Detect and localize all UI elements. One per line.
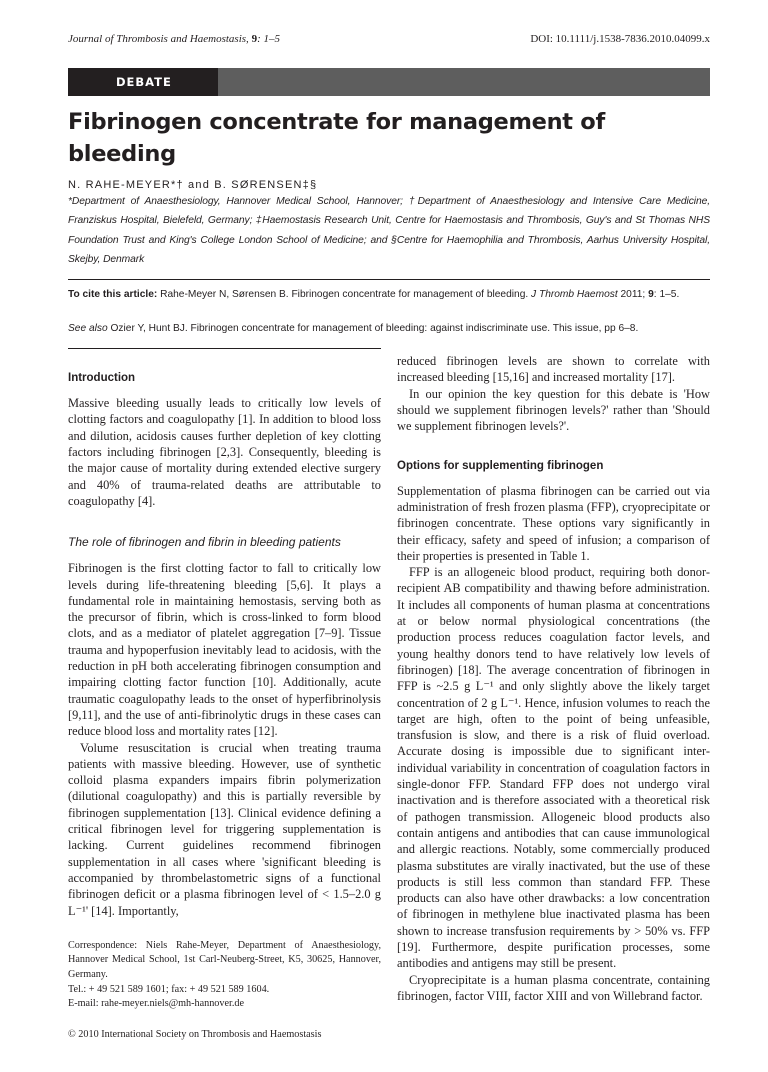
citation xyxy=(68,288,710,302)
running-header xyxy=(68,33,710,45)
doi[interactable]: DOI: 10.1111/j.1538-7836.2010.04099.x xyxy=(530,33,710,45)
body-columns xyxy=(68,348,710,1042)
cite-journal: J Thromb Haemost xyxy=(531,289,618,301)
copyright: © 2010 International Society on Thrombosis and Haemostasis xyxy=(68,1028,322,1040)
section-banner xyxy=(68,68,710,96)
paragraph: Volume resuscitation is crucial when treating trauma patients with massive bleeding. However, use of synthetic colloid plasma expanders impairs fibrin polymerization (dilutional coagulopathy) and this is partially reversible by fibrinogen supplementation [13]. Clinical evidence defining a critical fibrinogen level for triggering supplementation is lacking. Current guidelines recommend fibrinogen supplementation in all cases where 'significant bleeding is accompanied by thrombelastometric signs of a functional fibrinogen deficit or a plasma fibrinogen level of < 1.5–2.0 g L⁻¹' [14]. Importantly, xyxy=(68,740,381,918)
affiliations: *Department of Anaesthesiology, Hannover Medical School, Hannover; †Department of Anaesthesiology and Intensive Care Medicine, Franziskus Hospital, Bielefeld, Germany; ‡Haemostasis Research Unit, Centre for Haemostasis and Thrombosis, Guy's and St Thomas NHS Foundation Trust and King's College London School of Medicine; and §Centre for Haemophilia and Thrombosis, Aarhus University Hospital, Skejby, Denmark xyxy=(68,196,710,265)
volume: 9 xyxy=(251,33,258,45)
divider xyxy=(68,348,381,349)
correspondence-email[interactable]: E-mail: rahe-meyer.niels@mh-hannover.de xyxy=(68,998,244,1010)
paragraph: Massive bleeding usually leads to critically low levels of clotting factors and coagulopathy [1]. In addition to blood loss and dilution, acidosis causes further depletion of key clotting factors including fibrinogen [2,3]. Consequently, bleeding is the major cause of mortality during extended elective surgery and 40% of trauma-related deaths are attributable to coagulopathy [4]. xyxy=(68,396,381,508)
heading-introduction: Introduction xyxy=(68,372,136,385)
cite-text: Rahe-Meyer N, Sørensen B. Fibrinogen concentrate for management of bleeding. xyxy=(160,289,529,301)
heading-role: The role of fibrinogen and fibrin in bleeding patients xyxy=(68,535,341,550)
article-page xyxy=(68,0,710,1072)
cite-label: To cite this article: xyxy=(68,289,158,301)
paragraph: reduced fibrinogen levels are shown to correlate with increased bleeding [15,16] and increased mortality [17]. xyxy=(397,354,710,385)
section-tag: DEBATE xyxy=(68,68,218,96)
right-column xyxy=(397,348,710,1042)
cite-year: 2011; xyxy=(620,289,646,301)
pages: : 1–5 xyxy=(257,33,280,45)
journal-name: Journal of Thrombosis and Haemostasis, xyxy=(68,33,249,45)
left-column xyxy=(68,348,381,1042)
paragraph: In our opinion the key question for this debate is 'How should we supplement fibrinogen levels?' rather than 'Should we supplement fibrinogen levels?'. xyxy=(397,386,710,434)
authors: N. RAHE-MEYER*† and B. SØRENSEN‡§ xyxy=(68,179,318,191)
paragraph: Supplementation of plasma fibrinogen can be carried out via administration of fresh frozen plasma (FFP), cryoprecipitate or fibrinogen concentrate. These options vary significantly in their efficacy, safety and speed of infusion; a comparison of their properties is presented in Table 1. xyxy=(397,483,710,563)
article-title: Fibrinogen concentrate for management of bleeding xyxy=(68,109,605,167)
correspondence xyxy=(68,919,381,1012)
paragraph: Fibrinogen is the first clotting factor to fall to critically low levels during life-threatening bleeding [5,6]. It plays a fundamental role in maintaining hemostasis, serving both as the precursor of fibrin, which is cross-linked to form blood clots, and as a mediator of platelet aggregation [7–9]. Tissue trauma and hypoperfusion inevitably lead to acidosis, with the reduction in pH both accelerating fibrinogen consumption and impairing clotting factor function [10]. Additionally, acute traumatic coagulopathy leads to the onset of hyperfibrinolysis [9,11], and the use of anti-fibrinolytic drugs in these cases can reduce blood loss and mortality rates [12]. xyxy=(68,561,381,739)
cite-pages: : 1–5. xyxy=(653,289,680,301)
paragraph: FFP is an allogeneic blood product, requiring both donor-recipient AB compatibility and thawing before administration. It includes all components of human plasma at concentrations at or below normal physiological concentrations (the production process reduces coagulation factor levels, and young healthy donors tend to have relatively low levels of fibrinogen) [18]. The average concentration of fibrinogen in FFP is ~2.5 g L⁻¹ and only slightly above the likely target concentration of 2 g L⁻¹. Hence, infusion volumes to reach the target are high, often to the point of being unfeasible, transfusion is slow, and there is a risk of fluid overload. Accurate dosing is impossible due to significant inter-individual variability in concentration of coagulation factors in single-donor FFP. Standard FFP does not undergo viral inactivation and is therefore associated with a theoretical risk of pathogen transmission. Allogeneic blood products also contain antigens and antibodies that can cause immunological and allergic reactions. Notably, some commercially produced plasma substitutes are virally inactivated, but the use of these products is still less common than standard FFP. These products can also have other drawbacks: a low concentration of fibrinogen in methylene blue inactivated plasma has been shown to increase transfusion requirements by > 50% vs. FFP [19]. Furthermore, despite purification processes, some antibodies and antigens may still be present. xyxy=(397,565,710,971)
see-also xyxy=(68,322,710,336)
paragraph: Cryoprecipitate is a human plasma concentrate, containing fibrinogen, factor VIII, factor XIII and von Willebrand factor. xyxy=(397,972,710,1003)
correspondence-phone: Tel.: + 49 521 589 1601; fax: + 49 521 589 1604. xyxy=(68,983,270,995)
heading-options: Options for supplementing fibrinogen xyxy=(397,459,604,472)
see-also-text: Ozier Y, Hunt BJ. Fibrinogen concentrate for management of bleeding: against indiscriminate use. This issue, pp 6–8. xyxy=(110,323,639,335)
cite-volume: 9 xyxy=(648,289,654,301)
see-also-label: See also xyxy=(68,323,108,335)
journal-header xyxy=(68,33,280,45)
correspondence-address: Correspondence: Niels Rahe-Meyer, Department of Anaesthesiology, Hannover Medical School, 1st Carl-Neuberg-Street, K5, 30625, Hannover, Germany. xyxy=(68,939,381,980)
divider xyxy=(68,279,710,280)
